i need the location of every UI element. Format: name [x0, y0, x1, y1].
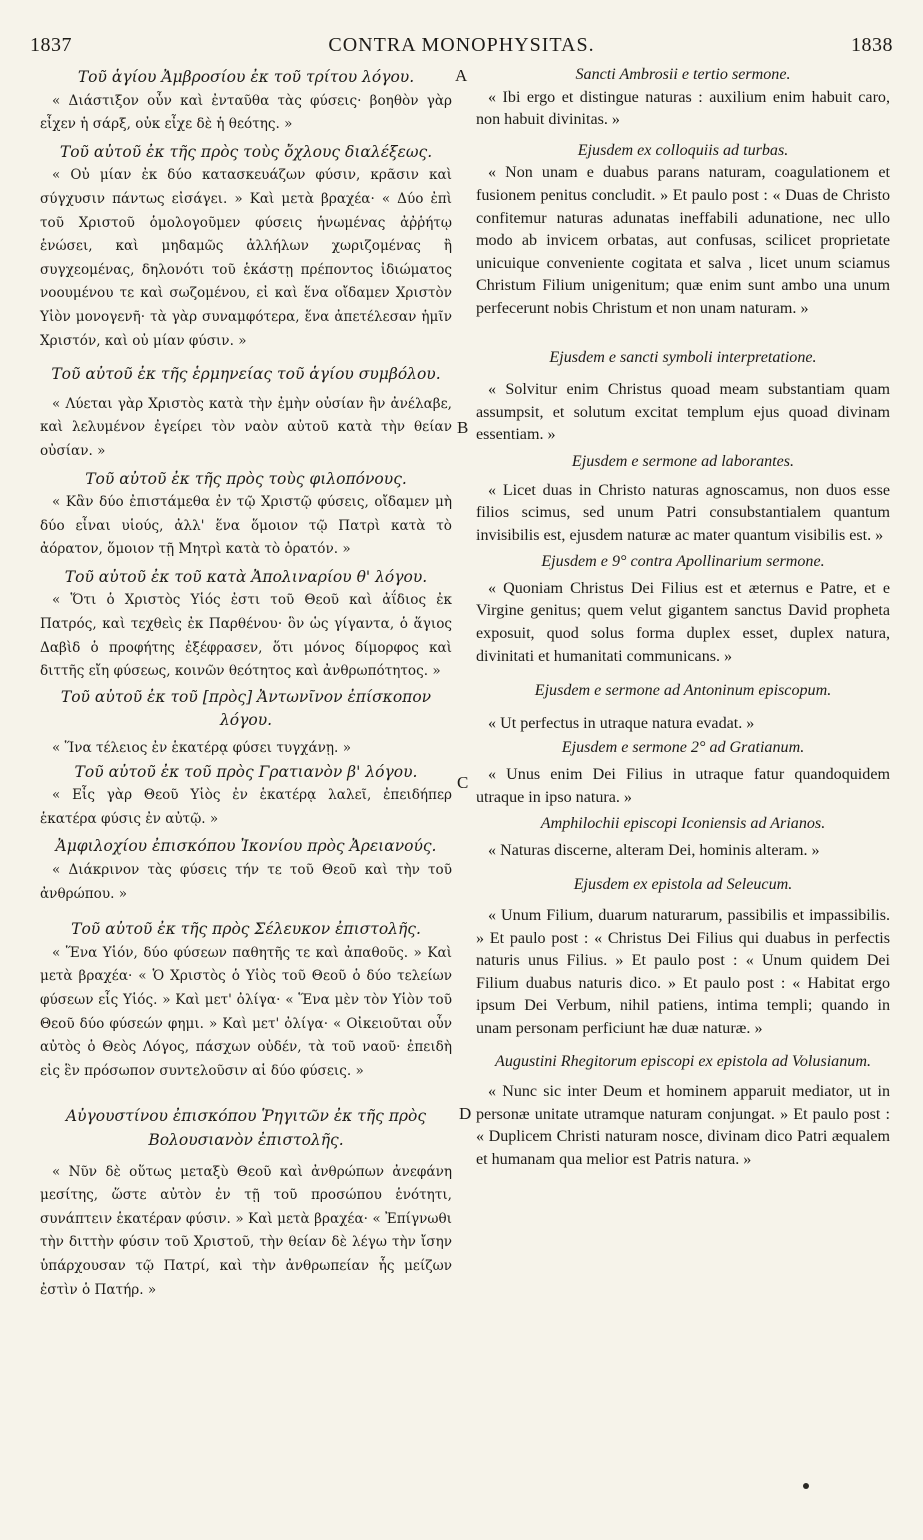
greek-paragraph: « Κἂν δύο ἐπιστάμεθα ἐν τῷ Χριστῷ φύσεις, οἴδαμεν μὴ δύο εἶναι υἱούς, ἀλλ' ἕνα ὅμοιον τῷ Πατρὶ κατὰ τὸ ἀόρατον, ὅμοιον τῇ Μητρὶ κατὰ τὸ ὁρατόν. »	[40, 494, 452, 558]
greek-heading: Τοῦ αὐτοῦ ἐκ τοῦ πρὸς Γρατιανὸν β' λόγου.	[74, 762, 418, 781]
greek-paragraph: « Ὅτι ὁ Χριστὸς Υἱός ἐστι τοῦ Θεοῦ καὶ ἀΐδιος ἐκ Πατρός, καὶ τεχθεὶς ἐκ Παρθένου· ὃν ὡς γίγαντα, ὁ ἅγιος Δαβὶδ ὁ προφήτης ἐξέφρασεν, ὅτι μόνος δίμορφος καὶ διττῆς εἴη φύσεως, κοινῶν θεότητος καὶ ἀνθρωπότητος. »	[40, 592, 452, 680]
greek-paragraph: « Οὐ μίαν ἐκ δύο κατασκευάζων φύσιν, κρᾶσιν καὶ σύγχυσιν πάντως εἰσάγει. » Καὶ μετὰ βραχέα· « Δύο ἐπὶ τοῦ Χριστοῦ ὁμολογοῦμεν φύσεις ἡνωμένας ἀῤῥήτῳ ἑνώσει, καὶ μηδαμῶς ἀλλήλων χωριζομένας ἢ συγχεομένας, δηλονότι τοῦ ἑκάστῃ πρέποντος ἰδιώματος νοουμένου τε καὶ σωζομένου, εἰ καὶ ἕνα οἴδαμεν Χριστὸν Υἱὸν μονογενῆ· τὰ γὰρ συναμφότερα, ἕνα ἀπετέλεσαν ἡμῖν Χριστόν, καὶ οὐ μίαν φύσιν. »	[40, 167, 452, 349]
latin-paragraph: « Licet duas in Christo naturas agnoscamus, non duos esse filios scimus, sed unum Patri consubstantialem quantum invisibilis est, ejusdem naturæ ac mater quantum visibilis est. »	[476, 481, 890, 544]
margin-letter-b: B	[457, 418, 469, 437]
latin-paragraph: « Ut perfectus in utraque natura evadat. »	[488, 714, 755, 732]
greek-heading: Τοῦ αὐτοῦ ἐκ τοῦ [πρὸς] Ἀντωνῖνον ἐπίσκοπον λόγου.	[60, 687, 432, 730]
latin-heading: Ejusdem ex epistola ad Seleucum.	[573, 876, 793, 894]
page-header	[30, 34, 893, 60]
greek-heading: Τοῦ αὐτοῦ ἐκ τῆς ἑρμηνείας τοῦ ἁγίου συμβόλου.	[51, 365, 441, 384]
ink-dot	[803, 1483, 809, 1489]
greek-paragraph: « Ἵνα τέλειος ἐν ἑκατέρᾳ φύσει τυγχάνῃ. »	[52, 740, 352, 757]
latin-paragraph: « Quoniam Christus Dei Filius est et æternus e Patre, et e Virgine genitus; quem velut gigantem sanctus David propheta exposuit, quod solus forma duplex esset, duplex natura, divinitati et humanitati communicans. »	[476, 579, 890, 665]
latin-paragraph: « Nunc sic inter Deum et hominem apparuit mediator, ut in personæ unitate utramque naturam conjungat. » Et paulo post : « Duplicem Christi naturam nosce, divinam dico Patri æqualem et humanam qua melior est Patris natura. »	[476, 1083, 890, 1168]
running-title: CONTRA MONOPHYSITAS.	[328, 34, 595, 56]
page-number-right: 1838	[851, 34, 893, 56]
greek-paragraph: « Εἷς γὰρ Θεοῦ Υἱὸς ἐν ἑκατέρᾳ λαλεῖ, ἐπειδήπερ ἑκατέρα φύσις ἐν αὐτῷ. »	[40, 787, 452, 827]
page-number-left: 1837	[30, 34, 72, 56]
latin-column	[476, 64, 890, 1172]
greek-heading: Τοῦ αὐτοῦ ἐκ τῆς πρὸς Σέλευκον ἐπιστολῆς.	[71, 920, 421, 939]
latin-heading: Sancti Ambrosii e tertio sermone.	[575, 66, 791, 83]
latin-paragraph: « Solvitur enim Christus quoad meam substantiam quam assumpsit, et solutum excitat templum ejus quoad divinam essentiam. »	[476, 381, 890, 444]
margin-letter-c: C	[457, 773, 469, 792]
latin-paragraph: « Non unam e duabus parans naturam, coagulationem et fusionem penitus concludit. » Et paulo post : « Duas de Christo confitemur naturas adunatas ineffabili adunatione, nec ullo modo ab invicem orbatas, aut confusas, scilicet proprietate unicuique conveniente cogitata et salva , licet unum sciamus Christum Filium unigenitum; quæ enim sunt ambo una unum perfecerunt nobis Christum et non unam naturam. »	[476, 164, 890, 317]
latin-heading: Amphilochii episcopi Iconiensis ad Arianos.	[540, 815, 826, 833]
greek-paragraph: « Νῦν δὲ οὕτως μεταξὺ Θεοῦ καὶ ἀνθρώπων ἀνεφάνη μεσίτης, ὥστε αὐτὸν ἐν τῇ τοῦ προσώπου ἑνότητι, συνάπτειν ἑκατέραν φύσιν. » Καὶ μετὰ βραχέα· « Ἐπίγνωθι τὴν διττὴν φύσιν τοῦ Χριστοῦ, τὴν θείαν δὲ λέγω τὴν ἴσην ὑπάρχουσαν τῷ Πατρί, καὶ τὴν ἀνθρωπείαν ἧς μείζων ἐστὶν ὁ Πατήρ. »	[40, 1163, 452, 1298]
greek-heading: Αὐγουστίνου ἐπισκόπου Ῥηγιτῶν ἐκ τῆς πρὸς Βολουσιανὸν ἐπιστολῆς.	[65, 1107, 427, 1149]
latin-paragraph: « Unum Filium, duarum naturarum, passibilis et impassibilis. » Et paulo post : « Christus Dei Filius qui duabus in perfectis naturis unus Filius. » Et paulo post : « Unum quidem Dei Filium duabus naturis dico. » Et paulo post : « Habitat ergo ipsum Dei Verbum, nihil patiens, intima templi; quando in unam personam perficiunt hæ duæ naturæ. »	[476, 907, 890, 1037]
greek-heading: Τοῦ αὐτοῦ ἐκ τῆς πρὸς τοὺς φιλοπόνους.	[85, 469, 407, 488]
latin-heading: Ejusdem e 9° contra Apollinarium sermone.	[541, 553, 825, 571]
latin-heading: Ejusdem e sermone 2° ad Gratianum.	[561, 739, 805, 757]
greek-heading: Ἀμφιλοχίου ἐπισκόπου Ἰκονίου πρὸς Ἀρειανούς.	[55, 837, 437, 856]
latin-paragraph: « Naturas discerne, alteram Dei, hominis alteram. »	[488, 841, 820, 859]
latin-heading: Ejusdem ex colloquiis ad turbas.	[577, 141, 789, 159]
latin-paragraph: « Unus enim Dei Filius in utraque fatur quandoquidem utraque in ipso natura. »	[476, 766, 890, 806]
greek-paragraph: « Ἕνα Υἱόν, δύο φύσεων παθητῆς τε καὶ ἀπαθοῦς. » Καὶ μετὰ βραχέα· « Ὁ Χριστὸς ὁ Υἱὸς τοῦ Θεοῦ ὁ δύο τελείων φύσεων εἷς Υἱός. » Καὶ μετ' ὀλίγα· « Ἕνα μὲν τὸν Υἱὸν τοῦ Θεοῦ δύο φύσεών φημι. » Καὶ μετ' ὀλίγα· « Οἰκειοῦται οὖν αὐτὸς ὁ Θεὸς Λόγος, πάσχων οὐδέν, τὰ τοῦ ναοῦ· ἐπειδὴ εἰς ἓν πρόσωπον συντελοῦσιν αἱ δύο φύσεις. »	[40, 944, 452, 1079]
greek-column	[40, 64, 452, 1302]
latin-heading: Ejusdem e sancti symboli interpretatione.	[549, 348, 817, 366]
latin-heading: Ejusdem e sermone ad Antoninum episcopum.	[534, 682, 832, 700]
margin-letter-a: A	[455, 66, 468, 85]
greek-heading: Τοῦ αὐτοῦ ἐκ τοῦ κατὰ Ἀπολιναρίου θ' λόγου.	[64, 567, 428, 586]
latin-heading: Augustini Rhegitorum episcopi ex epistola ad Volusianum.	[495, 1052, 871, 1070]
latin-paragraph: « Ibi ergo et distingue naturas : auxilium enim habuit caro, non habuit divinitas. »	[476, 88, 890, 129]
greek-heading: Τοῦ ἁγίου Ἀμβροσίου ἐκ τοῦ τρίτου λόγου.	[77, 68, 415, 86]
margin-letter-d: D	[459, 1104, 472, 1123]
greek-paragraph: « Λύεται γὰρ Χριστὸς κατὰ τὴν ἐμὴν οὐσίαν ἣν ἀνέλαβε, καὶ λελυμένον ἐγείρει τὸν ναὸν αὐτοῦ κατὰ τὴν θείαν οὐσίαν. »	[40, 395, 452, 459]
greek-paragraph: « Διάστιξον οὖν καὶ ἐνταῦθα τὰς φύσεις· βοηθὸν γὰρ εἶχεν ἡ σάρξ, οὐκ εἶχε δὲ ἡ θεότης. »	[40, 92, 452, 133]
latin-heading: Ejusdem e sermone ad laborantes.	[571, 452, 795, 470]
greek-paragraph: « Διάκρινον τὰς φύσεις τήν τε τοῦ Θεοῦ καὶ τὴν τοῦ ἀνθρώπου. »	[40, 862, 452, 902]
greek-heading: Τοῦ αὐτοῦ ἐκ τῆς πρὸς τοὺς ὄχλους διαλέξεως.	[59, 142, 433, 161]
